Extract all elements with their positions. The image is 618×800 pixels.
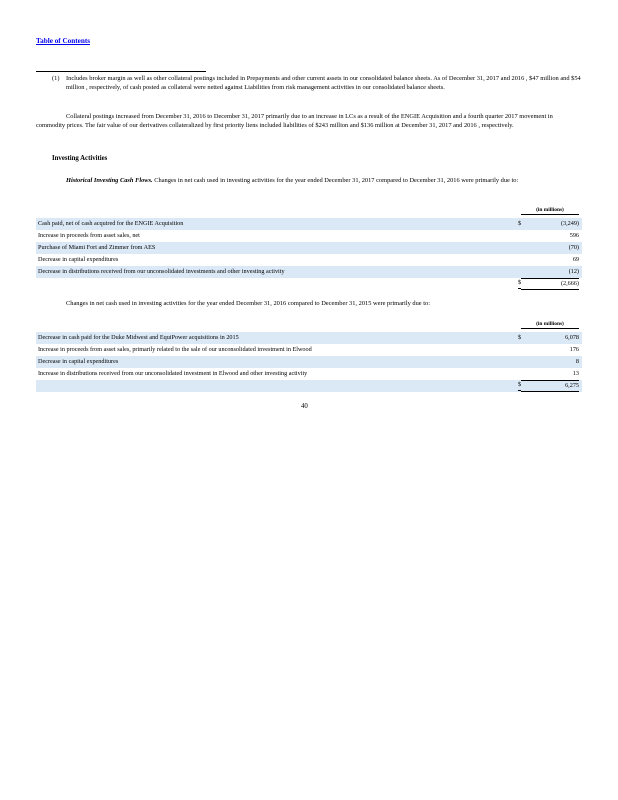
row-label: Increase in proceeds from asset sales, primarily related to the sale of our unconsolidated investment in Elwood [38,346,312,353]
total-currency: $ [518,380,521,391]
row-label: Purchase of Miami Fort and Zimmer from AES [38,244,156,251]
row-currency: $ [518,334,522,341]
footnote-divider [36,71,206,72]
unit-header: (in millions) [521,207,579,215]
table-row [36,368,582,380]
table-header [36,207,582,218]
row-value: 8 [575,358,579,365]
table-row [36,254,582,266]
historical-investing-lead: Historical Investing Cash Flows. [66,177,153,184]
section-heading: Investing Activities [52,155,108,162]
table-row [36,218,582,230]
row-value: 6,078 [565,334,579,341]
historical-investing-text: Changes in net cash used in investing activities for the year ended December 31, 2017 compared to December 31, 2016 were primarily due to: [152,177,519,184]
row-currency: $ [518,220,522,227]
row-label: Decrease in distributions received from our unconsolidated investments and other investing activity [38,268,285,275]
row-label: Increase in proceeds from asset sales, net [38,232,140,239]
investing-table-2016 [36,321,582,392]
row-label: Decrease in capital expenditures [38,256,119,263]
row-label: Cash paid, net of cash acquired for the ENGIE Acquisition [38,220,184,227]
table-row [36,266,582,278]
table-total-row [36,380,582,392]
row-value: 69 [572,256,579,263]
table-row [36,242,582,254]
row-value: 596 [569,232,579,239]
table-row [36,332,582,344]
collateral-paragraph: Collateral postings increased from December 31, 2016 to December 31, 2017 primarily due to an increase in LCs as a result of the ENGIE Acquisition and a fourth quarter 2017 movement in commodity prices. The fair value of our derivatives collateralized by first priority liens included liabilities of $243 million and $136 million at December 31, 2017 and 2016 , respectively. [36,113,553,129]
total-value: 6,275 [521,380,579,392]
table-header [36,321,582,332]
row-label: Increase in distributions received from our unconsolidated investment in Elwood and other investing activity [38,370,308,377]
total-value: (2,666) [521,278,579,290]
row-value: 13 [572,370,579,377]
table-of-contents-link[interactable]: Table of Contents [36,37,91,45]
footnote-text: Includes broker margin as well as other collateral postings included in Prepayments and other current assets in our consolidated balance sheets. As of December 31, 2017 and 2016 , $47 million and $54 million , respectively, of cash posted as collateral were netted against Liabilities from risk management activities in our consolidated balance sheets. [66,75,581,91]
table-row [36,230,582,242]
footnote [52,75,582,92]
table-total-row [36,278,582,290]
table-row [36,356,582,368]
row-value: (70) [568,244,579,251]
row-value: 176 [569,346,579,353]
row-label: Decrease in capital expenditures [38,358,119,365]
row-value: (3,249) [560,220,579,227]
investing-table-2017 [36,207,582,290]
row-value: (12) [568,268,579,275]
table-row [36,344,582,356]
footnote-number: (1) [52,75,60,82]
unit-header: (in millions) [521,321,579,329]
total-currency: $ [518,278,521,289]
changes-paragraph: Changes in net cash used in investing activities for the year ended December 31, 2016 compared to December 31, 2015 were primarily due to: [66,300,430,307]
page-number: 40 [301,403,308,410]
row-label: Decrease in cash paid for the Duke Midwest and EquiPower acquisitions in 2015 [38,334,239,341]
historical-investing-paragraph [36,177,582,186]
